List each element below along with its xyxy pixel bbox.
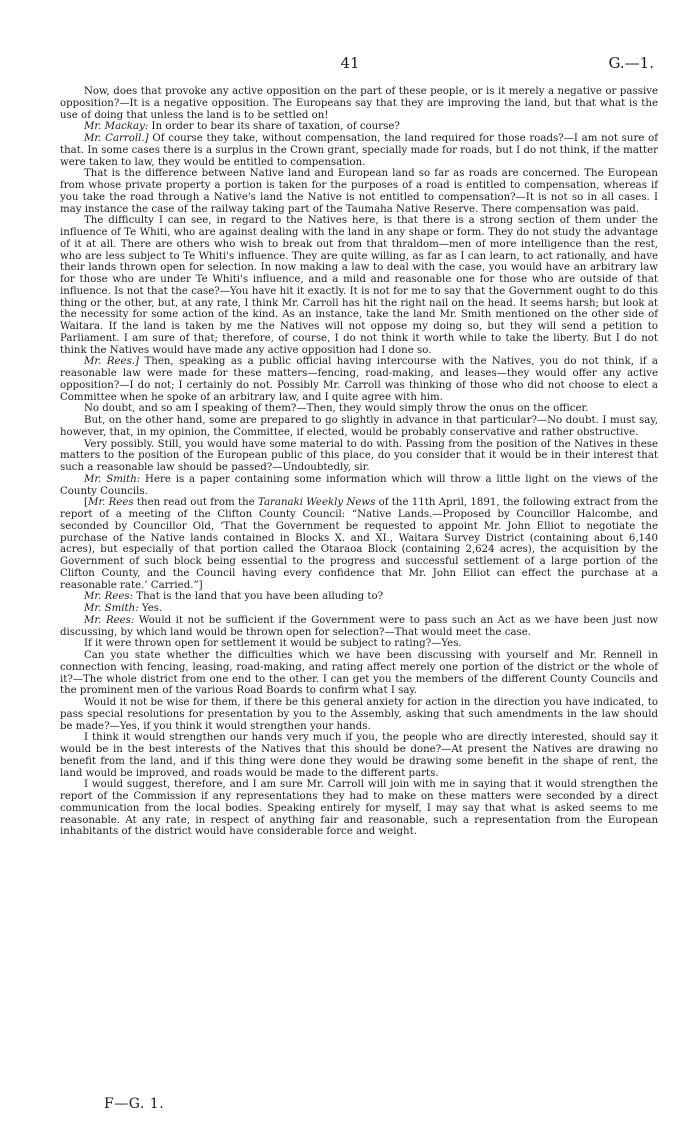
speaker-label: Mr. Rees: [84, 614, 135, 626]
paragraph: I think it would strengthen our hands very much if you, the people who are directly interested, should say it would be in the best interests of the Natives that this should be done?—At present the Natives are drawing no benefit from the land, and if this thing were done they would be drawing some benefit in the shape of rent, the land would be improved, and roads would be made to the different parts. [60, 732, 658, 779]
paragraph: Would it not be wise for them, if there be this general anxiety for action in the direction you have indicated, to pass special resolutions for presentation by you to the Assembly, asking that such amendments in the law should be made?—Yes, if you think it would strengthen your hands. [60, 697, 658, 732]
speaker-label: Mr. Rees: [84, 591, 134, 603]
paragraph: Mr. Mackay: In order to bear its share of taxation, of course? [84, 121, 400, 133]
paragraph: If it were thrown open for settlement it would be subject to rating?—Yes. [84, 638, 462, 650]
paragraph: Mr. Rees: Would it not be sufficient if the Government were to pass such an Act as we have been just now discussing, by which land would be thrown open for selection?—That would meet the case. [60, 614, 658, 638]
speaker-label: Mr. Rees [87, 497, 134, 509]
speaker-label: Mr. Mackay: [84, 121, 149, 133]
paragraph: Now, does that provoke any active opposition on the part of these people, or is it merely a negative or passive opposition?—It is a negative opposition. The Europeans say that they are improving the land, but that what is the use of doing that unless the land is to be settled on! [60, 86, 658, 121]
speaker-label: Mr. Smith: [84, 473, 141, 485]
paragraph: Mr. Carroll.] Of course they take, without compensation, the land required for those roads?—I am not sure of that. In some cases there is a surplus in the Crown grant, specially made for roads, but I do not think, if the matter were taken to law, they would be entitled to compensation. [60, 133, 658, 168]
paragraph: Mr. Rees: That is the land that you have been alluding to? [84, 591, 384, 603]
paragraph: Mr. Rees.] Then, speaking as a public official having intercourse with the Natives, you do not think, if a reasonable law were made for these matters—fencing, road-making, and leases—they would offer any active opposition?—I do not; I certainly do not. Possibly Mr. Carroll was thinking of those who did not choose to elect a Committee when he spoke of an arbitrary law, and I quite agree with him. [60, 356, 658, 403]
document-reference: G.—1. [608, 54, 654, 72]
speaker-label: Mr. Rees.] [84, 356, 140, 368]
paragraph: But, on the other hand, some are prepared to go slightly in advance in that particular?—No doubt. I must say, however, that, in my opinion, the Committee, if elected, would be probably conservative and rather obstructive. [60, 415, 658, 438]
speaker-label: Mr. Smith: [84, 603, 139, 614]
page-header [0, 54, 700, 74]
newspaper-title: Taranaki Weekly News [257, 497, 376, 509]
paragraph: Can you state whether the difficulties which we have been discussing with yourself and Mr. Rennell in connection with fencing, leasing, road-making, and rating affect merely one portion of the district or the whole of it?—The whole district from one end to the other. I can get you the members of the different County Councils and the prominent men of the various Road Boards to confirm what I say. [60, 650, 658, 697]
paragraph: I would suggest, therefore, and I am sure Mr. Carroll will join with me in saying that it would strengthen the report of the Commission if any representations they had to make on these matters were seconded by a direct communication from the local bodies. Speaking entirely for myself, I may say that what is asked seems to me reasonable. At any rate, in respect of anything fair and reasonable, such a representation from the European inhabitants of the district would have considerable force and weight. [60, 779, 658, 838]
speaker-label: Mr. Carroll.] [84, 133, 149, 144]
paragraph: Mr. Smith: Yes. [84, 603, 163, 614]
page-body [60, 86, 658, 838]
page-number: 41 [340, 54, 360, 72]
paragraph: The difficulty I can see, in regard to the Natives here, is that there is a strong section of them under the influence of Te Whiti, who are against dealing with the land in any shape or form. They do not study the advantage of it at all. There are others who wish to break out from that thraldom—men of more intelligence than the rest, who are less subject to Te Whiti's influence. They are quite willing, as far as I can learn, to act rationally, and have their lands thrown open for selection. In now making a law to deal with the case, you would have an arbitrary law for those who are under Te Whiti's influence, and a mild and reasonable one for those who are outside of that influence. Is not that the case?—You have hit it exactly. It is not for me to say that the Government ought to do this thing or the other, but, at any rate, I think Mr. Carroll has hit the right nail on the head. It seems harsh; but look at the necessity for some action of the kind. As an instance, take the land Mr. Smith mentioned on the other side of Waitara. If the land is taken by me the Natives will not oppose my doing so, but they will send a petition to Parliament. I am sure of that; therefore, of course, I do not think it worth while to take the liberty. But I do not think the Natives would have made any active opposition had I done so. [60, 215, 658, 356]
paragraph: That is the difference between Native land and European land so far as roads are concerned. The European from whose private property a portion is taken for the purposes of a road is entitled to compensation, whereas if you take the road through a Native's land the Native is not entitled to compensation?—It is not so in all cases. I may instance the case of the railway taking part of the Taumaha Native Reserve. There compensation was paid. [60, 168, 658, 215]
paragraph: Very possibly. Still, you would have some material to do with. Passing from the position of the Natives in these matters to the position of the European public of this place, do you consider that it would be in their interest that such a reasonable law should be passed?—Undoubtedly, sir. [60, 438, 658, 473]
paragraph: [Mr. Rees then read out from the Taranaki Weekly News of the 11th April, 1891, the following extract from the report of a meeting of the Clifton County Council: “Native Lands.—Proposed by Councillor Halcombe, and seconded by Councillor Old, ‘That the Government be requested to appoint Mr. John Elliot to negotiate the purchase of the Native lands contained in Blocks X. and XI., Waitara Survey District (containing about 6,140 acres), but especially of that portion called the Otaraoa Block (containing 2,624 acres), the acquisition by the Government of such block being essential to the progress and successful settlement of a large portion of the Clifton County, and the Council having every confidence that Mr. John Elliot can effect the purchase at a reasonable rate.’ Carried.”] [60, 497, 658, 591]
paragraph: No doubt, and so am I speaking of them?—Then, they would simply throw the onus on the officer. [84, 403, 589, 415]
signature-mark: F—G. 1. [104, 1096, 165, 1112]
paragraph: Mr. Smith: Here is a paper containing some information which will throw a little light on the views of the County Councils. [60, 473, 658, 497]
